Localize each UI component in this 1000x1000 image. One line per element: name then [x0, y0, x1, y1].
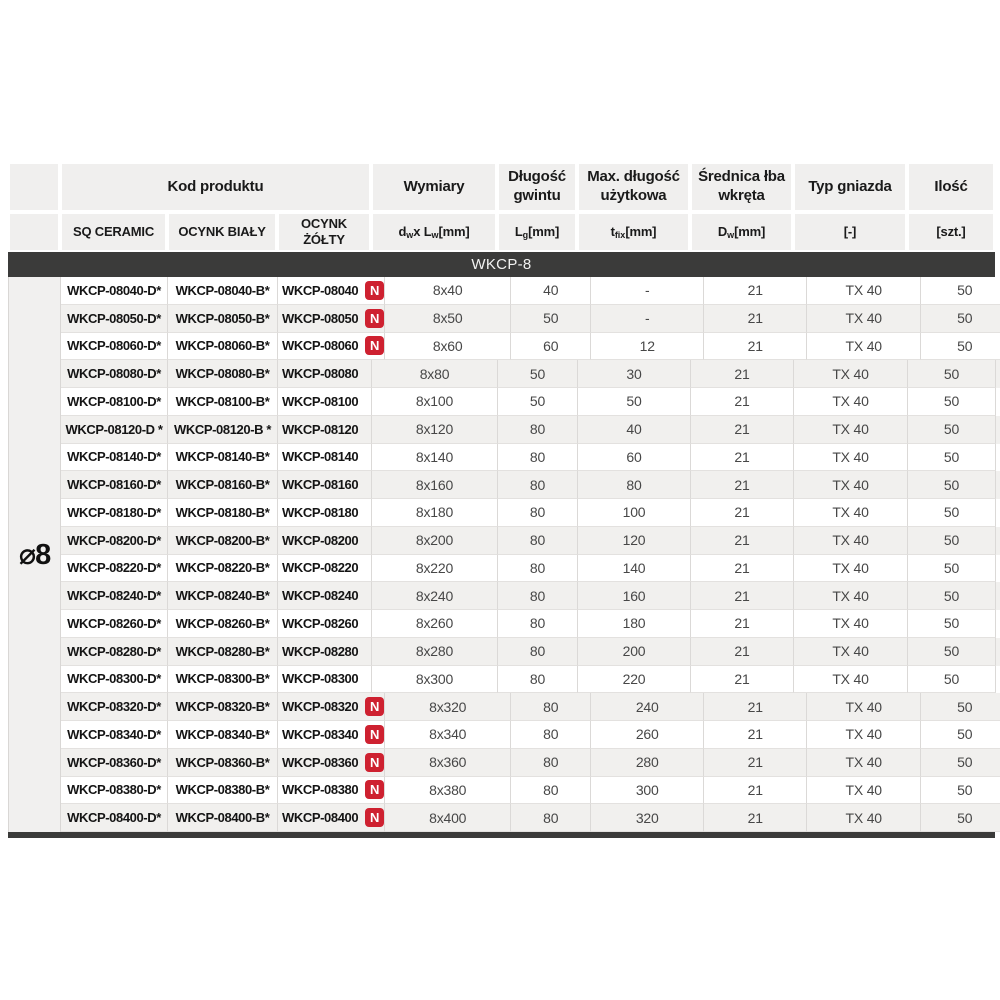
cell-sq-ceramic: WKCP-08080-D* [61, 360, 168, 388]
zolty-code: WKCP-08320 [282, 699, 359, 715]
cell-quantity: 50 [921, 721, 1000, 749]
subheader-ocynk-bialy: OCYNK BIAŁY [167, 212, 277, 252]
cell-head-diameter: 21 [691, 527, 794, 555]
cell-ocynk-bialy: WKCP-08400-B* [168, 804, 278, 832]
cell-max-usable-length: 40 [578, 416, 691, 444]
cell-head-diameter: 21 [691, 444, 794, 472]
cell-thread-length: 80 [498, 555, 578, 583]
cell-head-diameter: 21 [704, 777, 807, 805]
zolty-code: WKCP-08380 [282, 782, 359, 798]
dim-unit: [mm] [438, 223, 470, 239]
cell-ocynk-bialy: WKCP-08100-B* [168, 388, 278, 416]
cell-ocynk-zolty [278, 471, 372, 499]
dim-sub-w2: w [431, 230, 439, 241]
zolty-code: WKCP-08120 [282, 421, 359, 437]
cell-ocynk-zolty [278, 582, 372, 610]
cell-ocynk-zolty [278, 360, 372, 388]
zolty-code: WKCP-08400 [282, 810, 359, 826]
cell-thread-length: 80 [511, 721, 591, 749]
subheader-dw-unit [690, 212, 793, 252]
table-row [61, 471, 1000, 499]
cell-ocynk-zolty [278, 416, 372, 444]
zolty-code: WKCP-08080 [282, 366, 359, 382]
cell-ocynk-bialy: WKCP-08050-B* [168, 305, 278, 333]
table-body [8, 277, 995, 832]
dim-mid: x L [413, 223, 432, 239]
cell-sq-ceramic: WKCP-08100-D* [61, 388, 168, 416]
cell-sq-ceramic: WKCP-08040-D* [61, 277, 168, 305]
table-row [61, 444, 1000, 472]
cell-thread-length: 80 [498, 638, 578, 666]
tfix-unit: [mm] [625, 223, 657, 239]
cell-head-diameter: 21 [691, 471, 794, 499]
cell-quantity: 50 [908, 471, 996, 499]
cell-thread-length: 80 [498, 471, 578, 499]
table-row [61, 638, 1000, 666]
cell-sq-ceramic: WKCP-08180-D* [61, 499, 168, 527]
cell-ocynk-zolty [278, 388, 372, 416]
cell-ocynk-zolty [278, 333, 385, 361]
zolty-code: WKCP-08060 [282, 338, 359, 354]
cell-thread-length: 50 [498, 388, 578, 416]
cell-quantity: 50 [921, 693, 1000, 721]
header-ilosc: Ilość [907, 162, 995, 212]
cell-max-usable-length: 140 [578, 555, 691, 583]
subheader-dim-unit [371, 212, 497, 252]
cell-sq-ceramic: WKCP-08060-D* [61, 333, 168, 361]
cell-thread-length: 80 [511, 804, 591, 832]
table-row [61, 499, 1000, 527]
cell-dimensions: 8x60 [385, 333, 511, 361]
cell-socket-type: TX 40 [794, 527, 908, 555]
cell-max-usable-length: - [591, 305, 704, 333]
cell-ocynk-zolty [278, 693, 385, 721]
cell-socket-type: TX 40 [794, 360, 908, 388]
cell-socket-type: TX 40 [807, 305, 921, 333]
dw-sub-w: w [727, 230, 735, 241]
cell-quantity: 50 [908, 499, 996, 527]
cell-quantity: 50 [921, 333, 1000, 361]
cell-sq-ceramic: WKCP-08220-D* [61, 555, 168, 583]
cell-thread-length: 50 [498, 360, 578, 388]
product-table [8, 162, 995, 838]
cell-ocynk-bialy: WKCP-08080-B* [168, 360, 278, 388]
zolty-code: WKCP-08220 [282, 560, 359, 576]
cell-socket-type: TX 40 [794, 444, 908, 472]
cell-socket-type: TX 40 [794, 471, 908, 499]
cell-thread-length: 80 [511, 777, 591, 805]
table-row [61, 333, 1000, 361]
cell-dimensions: 8x400 [385, 804, 511, 832]
new-badge: N [365, 753, 384, 772]
cell-max-usable-length: 260 [591, 721, 704, 749]
cell-max-usable-length: 120 [578, 527, 691, 555]
table-row [61, 360, 1000, 388]
cell-quantity: 50 [921, 277, 1000, 305]
cell-thread-length: 80 [511, 749, 591, 777]
cell-max-usable-length: 80 [578, 471, 691, 499]
cell-quantity: 50 [908, 638, 996, 666]
cell-ocynk-bialy: WKCP-08200-B* [168, 527, 278, 555]
cell-ocynk-zolty [278, 666, 372, 694]
tfix-symbol: t [610, 223, 615, 239]
cell-sq-ceramic: WKCP-08300-D* [61, 666, 168, 694]
cell-dimensions: 8x280 [372, 638, 498, 666]
cell-max-usable-length: 200 [578, 638, 691, 666]
cell-dimensions: 8x180 [372, 499, 498, 527]
cell-ocynk-zolty [278, 277, 385, 305]
cell-quantity: 50 [908, 527, 996, 555]
cell-head-diameter: 21 [691, 416, 794, 444]
subheader-typ-unit: [-] [793, 212, 907, 252]
cell-dimensions: 8x80 [372, 360, 498, 388]
cell-socket-type: TX 40 [794, 610, 908, 638]
cell-thread-length: 80 [511, 693, 591, 721]
cell-dimensions: 8x240 [372, 582, 498, 610]
cell-thread-length: 80 [498, 610, 578, 638]
lg-symbol: L [514, 223, 523, 239]
cell-socket-type: TX 40 [794, 416, 908, 444]
zolty-code: WKCP-08100 [282, 393, 359, 409]
cell-dimensions: 8x100 [372, 388, 498, 416]
cell-dimensions: 8x40 [385, 277, 511, 305]
tfix-sub-fix: fix [614, 230, 626, 241]
zolty-code: WKCP-08160 [282, 477, 359, 493]
subheader-qty-unit: [szt.] [907, 212, 995, 252]
table-row [61, 527, 1000, 555]
cell-max-usable-length: 280 [591, 749, 704, 777]
cell-dimensions: 8x360 [385, 749, 511, 777]
cell-dimensions: 8x50 [385, 305, 511, 333]
cell-dimensions: 8x320 [385, 693, 511, 721]
cell-socket-type: TX 40 [794, 582, 908, 610]
cell-quantity: 50 [908, 555, 996, 583]
cell-max-usable-length: 60 [578, 444, 691, 472]
cell-quantity: 50 [908, 444, 996, 472]
cell-ocynk-bialy: WKCP-08380-B* [168, 777, 278, 805]
cell-head-diameter: 21 [704, 804, 807, 832]
zolty-code: WKCP-08260 [282, 615, 359, 631]
cell-ocynk-zolty [278, 638, 372, 666]
cell-max-usable-length: - [591, 277, 704, 305]
cell-head-diameter: 21 [704, 721, 807, 749]
cell-sq-ceramic: WKCP-08120-D * [61, 416, 168, 444]
cell-head-diameter: 21 [704, 277, 807, 305]
header-srednica-lba-wkreta: Średnica łba wkręta [690, 162, 793, 212]
cell-dimensions: 8x140 [372, 444, 498, 472]
diameter-group-label: ⌀8 [9, 277, 61, 832]
zolty-code: WKCP-08040 [282, 282, 359, 298]
new-badge: N [365, 281, 384, 300]
cell-max-usable-length: 160 [578, 582, 691, 610]
cell-ocynk-bialy: WKCP-08140-B* [168, 444, 278, 472]
series-band: WKCP-8 [8, 252, 995, 277]
cell-max-usable-length: 240 [591, 693, 704, 721]
zolty-code: WKCP-08340 [282, 726, 359, 742]
dw-unit: [mm] [734, 223, 766, 239]
cell-sq-ceramic: WKCP-08340-D* [61, 721, 168, 749]
cell-ocynk-zolty [278, 305, 385, 333]
cell-sq-ceramic: WKCP-08240-D* [61, 582, 168, 610]
cell-head-diameter: 21 [691, 388, 794, 416]
zolty-code: WKCP-08200 [282, 532, 359, 548]
cell-socket-type: TX 40 [807, 277, 921, 305]
cell-quantity: 50 [908, 360, 996, 388]
cell-thread-length: 80 [498, 444, 578, 472]
zolty-code: WKCP-08240 [282, 588, 359, 604]
cell-sq-ceramic: WKCP-08320-D* [61, 693, 168, 721]
cell-ocynk-zolty [278, 499, 372, 527]
subheader-lg-unit [497, 212, 577, 252]
table-row [61, 305, 1000, 333]
table-row [61, 804, 1000, 832]
cell-dimensions: 8x380 [385, 777, 511, 805]
cell-dimensions: 8x120 [372, 416, 498, 444]
cell-quantity: 50 [908, 666, 996, 694]
cell-sq-ceramic: WKCP-08360-D* [61, 749, 168, 777]
dw-symbol: D [717, 223, 728, 239]
cell-quantity: 50 [921, 804, 1000, 832]
header-max-dlugosc-uzytkowa: Max. długość użytkowa [577, 162, 690, 212]
cell-socket-type: TX 40 [794, 499, 908, 527]
new-badge: N [365, 697, 384, 716]
cell-ocynk-zolty [278, 721, 385, 749]
cell-ocynk-bialy: WKCP-08260-B* [168, 610, 278, 638]
subheader-sq-ceramic: SQ CERAMIC [60, 212, 167, 252]
cell-ocynk-bialy: WKCP-08360-B* [168, 749, 278, 777]
cell-ocynk-zolty [278, 444, 372, 472]
cell-ocynk-bialy: WKCP-08280-B* [168, 638, 278, 666]
cell-ocynk-bialy: WKCP-08220-B* [168, 555, 278, 583]
cell-head-diameter: 21 [704, 333, 807, 361]
cell-max-usable-length: 30 [578, 360, 691, 388]
cell-ocynk-zolty [278, 749, 385, 777]
new-badge: N [365, 336, 384, 355]
table-row [61, 777, 1000, 805]
cell-ocynk-bialy: WKCP-08060-B* [168, 333, 278, 361]
cell-sq-ceramic: WKCP-08050-D* [61, 305, 168, 333]
zolty-code: WKCP-08360 [282, 754, 359, 770]
cell-quantity: 50 [908, 610, 996, 638]
cell-sq-ceramic: WKCP-08140-D* [61, 444, 168, 472]
corner-cell-2 [8, 212, 60, 252]
cell-thread-length: 40 [511, 277, 591, 305]
table-row [61, 610, 1000, 638]
cell-socket-type: TX 40 [807, 749, 921, 777]
zolty-code: WKCP-08180 [282, 504, 359, 520]
dim-symbol: d [398, 223, 407, 239]
cell-quantity: 50 [921, 777, 1000, 805]
cell-max-usable-length: 220 [578, 666, 691, 694]
table-row [61, 416, 1000, 444]
cell-max-usable-length: 300 [591, 777, 704, 805]
cell-socket-type: TX 40 [794, 555, 908, 583]
table-row [61, 277, 1000, 305]
cell-ocynk-bialy: WKCP-08160-B* [168, 471, 278, 499]
cell-sq-ceramic: WKCP-08400-D* [61, 804, 168, 832]
header-typ-gniazda: Typ gniazda [793, 162, 907, 212]
cell-socket-type: TX 40 [794, 666, 908, 694]
cell-max-usable-length: 12 [591, 333, 704, 361]
zolty-code: WKCP-08300 [282, 671, 359, 687]
header-kod-produktu: Kod produktu [60, 162, 371, 212]
table-row [61, 582, 1000, 610]
cell-ocynk-zolty [278, 555, 372, 583]
cell-dimensions: 8x200 [372, 527, 498, 555]
cell-socket-type: TX 40 [807, 777, 921, 805]
table-bottom-bar [8, 832, 995, 838]
cell-sq-ceramic: WKCP-08260-D* [61, 610, 168, 638]
cell-max-usable-length: 180 [578, 610, 691, 638]
cell-head-diameter: 21 [691, 666, 794, 694]
cell-thread-length: 80 [498, 527, 578, 555]
cell-sq-ceramic: WKCP-08200-D* [61, 527, 168, 555]
zolty-code: WKCP-08050 [282, 310, 359, 326]
cell-dimensions: 8x300 [372, 666, 498, 694]
cell-thread-length: 80 [498, 416, 578, 444]
new-badge: N [365, 725, 384, 744]
cell-max-usable-length: 320 [591, 804, 704, 832]
lg-unit: [mm] [528, 223, 560, 239]
header-dlugosc-gwintu: Długość gwintu [497, 162, 577, 212]
cell-socket-type: TX 40 [807, 333, 921, 361]
dim-sub-w: w [406, 230, 414, 241]
cell-thread-length: 80 [498, 666, 578, 694]
lg-sub-g: g [522, 230, 529, 241]
new-badge: N [365, 780, 384, 799]
cell-socket-type: TX 40 [807, 693, 921, 721]
header-row-units [8, 212, 995, 252]
cell-ocynk-zolty [278, 610, 372, 638]
corner-cell [8, 162, 60, 212]
cell-quantity: 50 [908, 582, 996, 610]
cell-socket-type: TX 40 [807, 721, 921, 749]
cell-sq-ceramic: WKCP-08160-D* [61, 471, 168, 499]
rows-container [61, 277, 1000, 832]
cell-ocynk-bialy: WKCP-08040-B* [168, 277, 278, 305]
cell-dimensions: 8x260 [372, 610, 498, 638]
cell-head-diameter: 21 [691, 638, 794, 666]
cell-sq-ceramic: WKCP-08280-D* [61, 638, 168, 666]
zolty-code: WKCP-08140 [282, 449, 359, 465]
cell-ocynk-zolty [278, 777, 385, 805]
zolty-code: WKCP-08280 [282, 643, 359, 659]
header-row-groups [8, 162, 995, 212]
cell-ocynk-zolty [278, 527, 372, 555]
new-badge: N [365, 309, 384, 328]
cell-max-usable-length: 100 [578, 499, 691, 527]
cell-dimensions: 8x160 [372, 471, 498, 499]
cell-ocynk-bialy: WKCP-08340-B* [168, 721, 278, 749]
cell-socket-type: TX 40 [794, 638, 908, 666]
cell-quantity: 50 [908, 416, 996, 444]
cell-ocynk-bialy: WKCP-08300-B* [168, 666, 278, 694]
table-row [61, 749, 1000, 777]
table-row [61, 693, 1000, 721]
cell-thread-length: 80 [498, 582, 578, 610]
subheader-tfix-unit [577, 212, 690, 252]
cell-socket-type: TX 40 [807, 804, 921, 832]
cell-quantity: 50 [921, 305, 1000, 333]
cell-dimensions: 8x340 [385, 721, 511, 749]
cell-head-diameter: 21 [691, 582, 794, 610]
subheader-ocynk-zolty: OCYNK ŻÓŁTY [277, 212, 371, 252]
cell-thread-length: 50 [511, 305, 591, 333]
table-row [61, 388, 1000, 416]
cell-thread-length: 80 [498, 499, 578, 527]
table-row [61, 721, 1000, 749]
cell-head-diameter: 21 [691, 360, 794, 388]
new-badge: N [365, 808, 384, 827]
header-wymiary: Wymiary [371, 162, 497, 212]
cell-ocynk-zolty [278, 804, 385, 832]
cell-head-diameter: 21 [704, 305, 807, 333]
cell-ocynk-bialy: WKCP-08120-B * [168, 416, 278, 444]
cell-head-diameter: 21 [691, 499, 794, 527]
cell-quantity: 50 [908, 388, 996, 416]
cell-socket-type: TX 40 [794, 388, 908, 416]
cell-ocynk-bialy: WKCP-08240-B* [168, 582, 278, 610]
cell-ocynk-bialy: WKCP-08320-B* [168, 693, 278, 721]
cell-max-usable-length: 50 [578, 388, 691, 416]
cell-dimensions: 8x220 [372, 555, 498, 583]
cell-head-diameter: 21 [704, 749, 807, 777]
cell-ocynk-bialy: WKCP-08180-B* [168, 499, 278, 527]
cell-sq-ceramic: WKCP-08380-D* [61, 777, 168, 805]
cell-head-diameter: 21 [704, 693, 807, 721]
table-row [61, 555, 1000, 583]
cell-head-diameter: 21 [691, 610, 794, 638]
cell-quantity: 50 [921, 749, 1000, 777]
cell-thread-length: 60 [511, 333, 591, 361]
cell-head-diameter: 21 [691, 555, 794, 583]
table-row [61, 666, 1000, 694]
